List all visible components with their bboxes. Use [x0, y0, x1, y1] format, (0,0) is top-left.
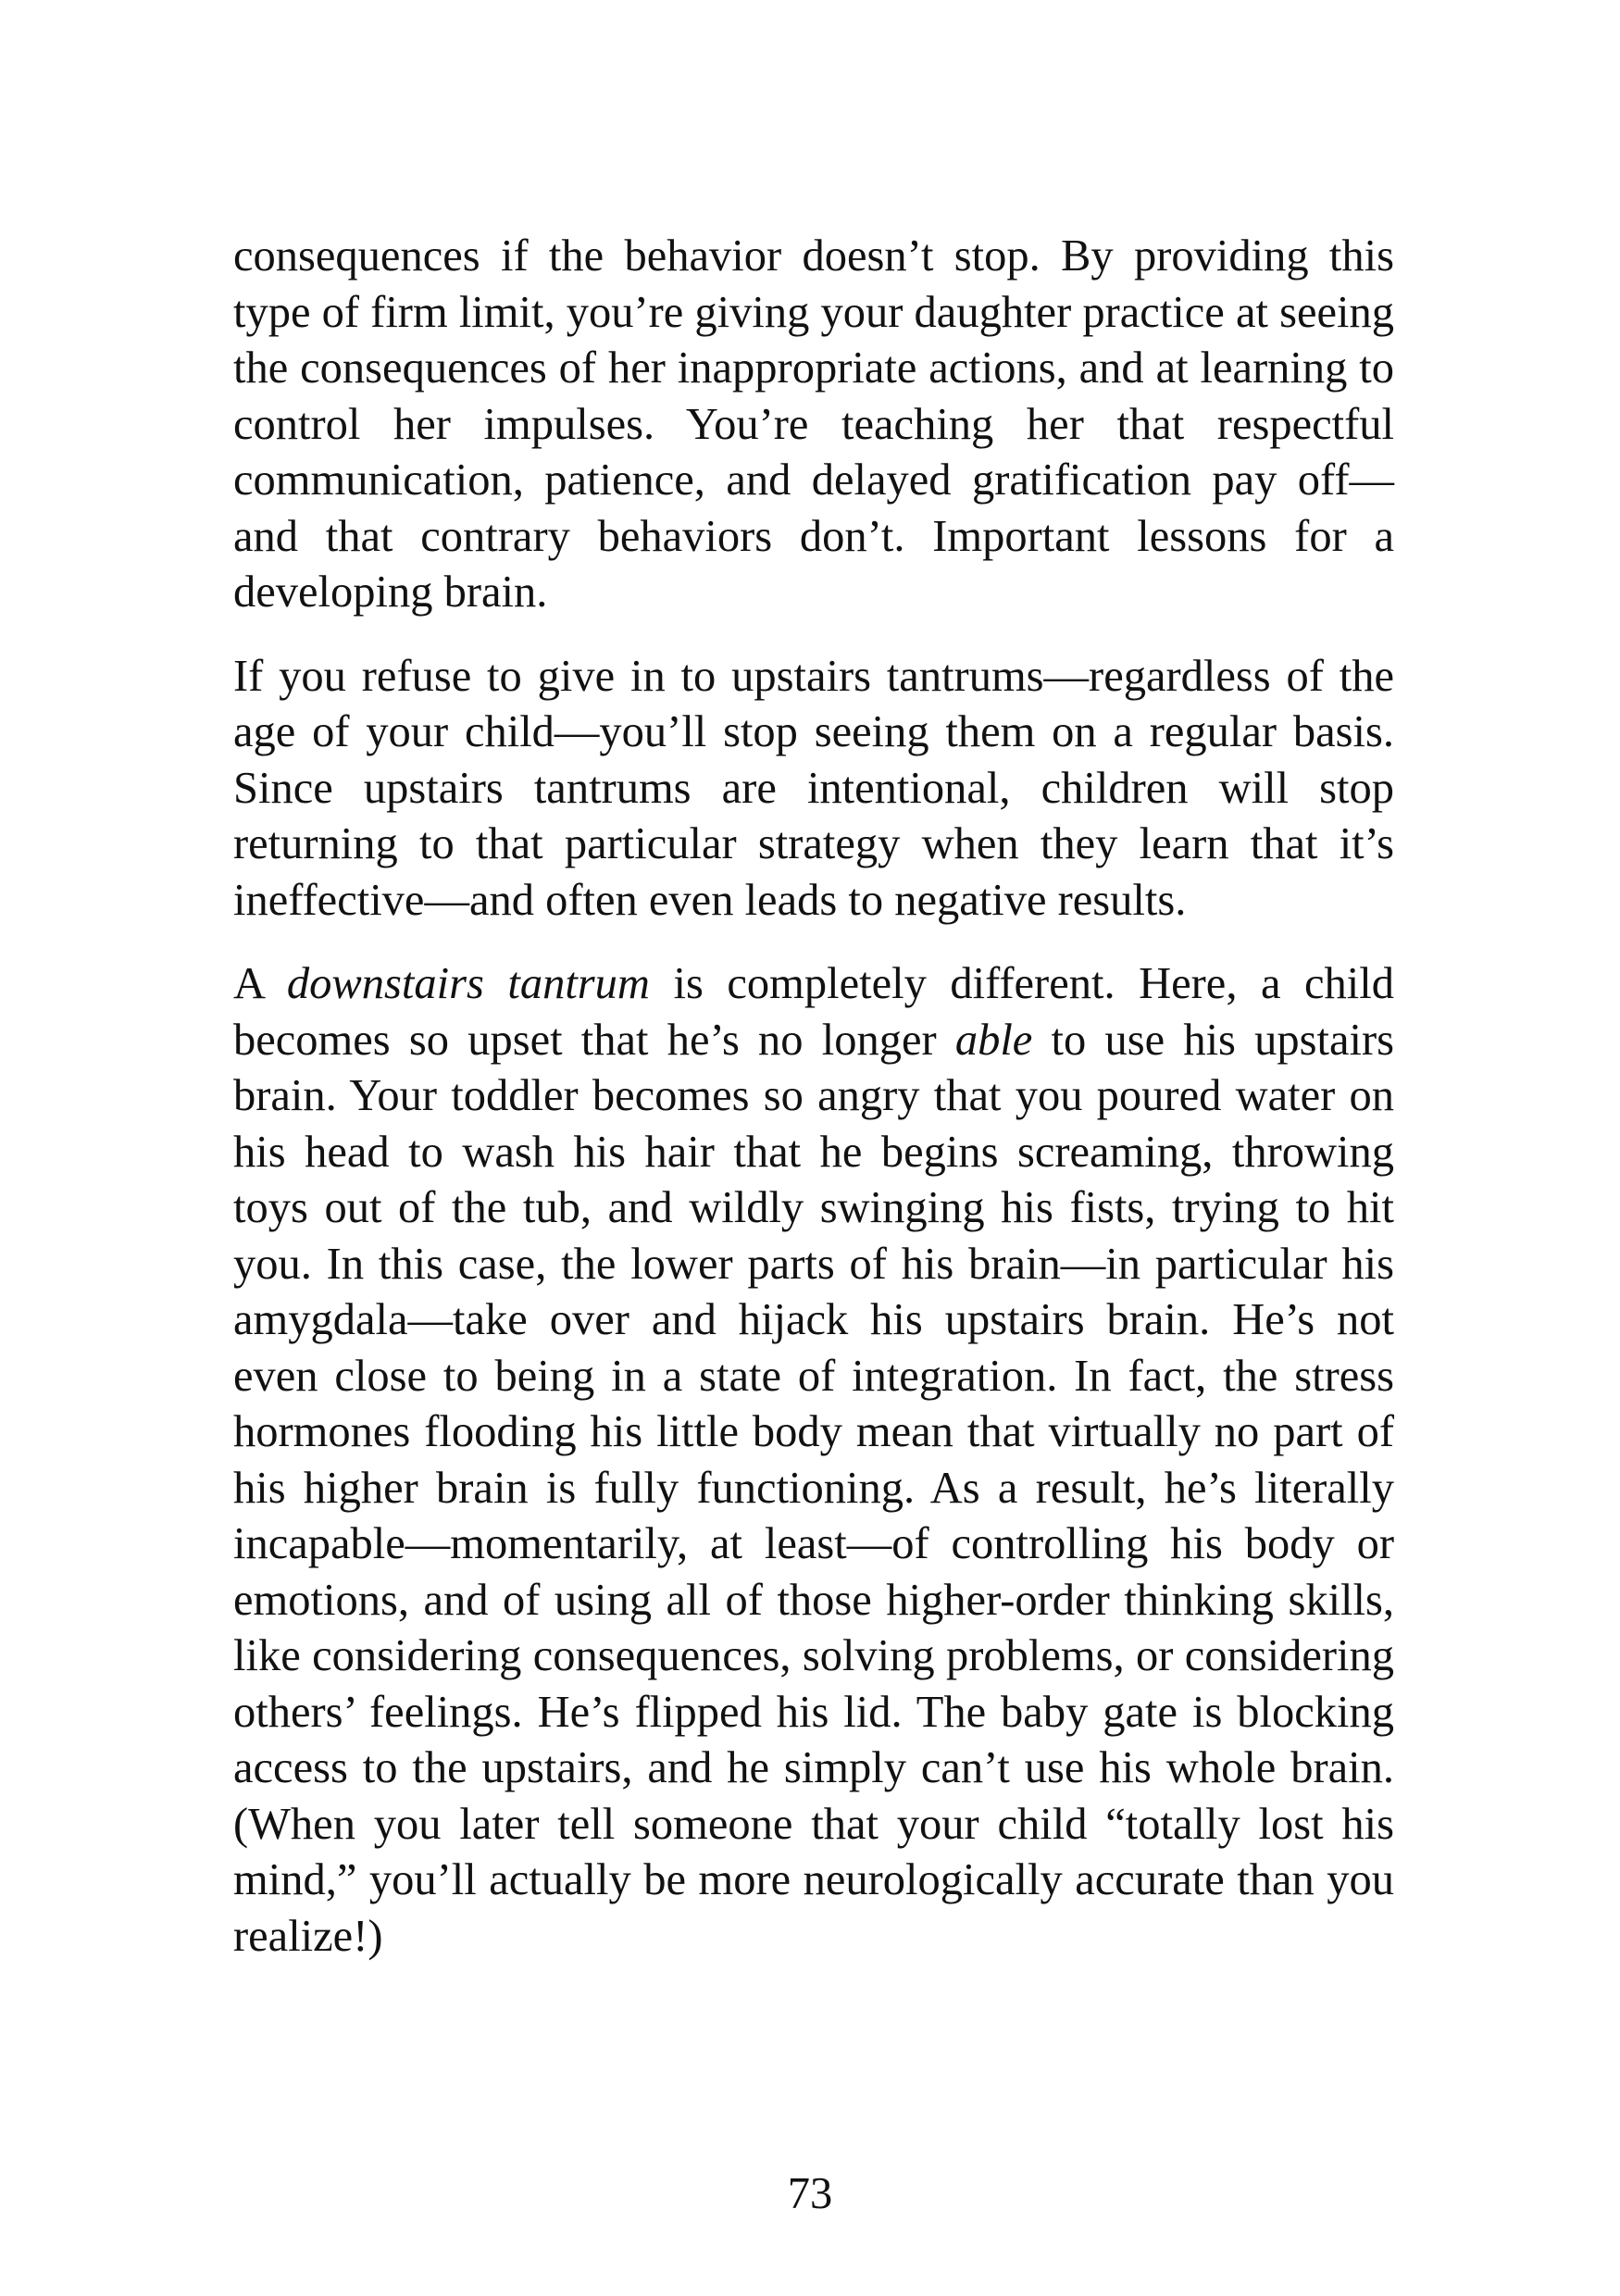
emphasis-able: able	[954, 1015, 1033, 1065]
term-downstairs-tantrum: downstairs tantrum	[286, 959, 650, 1008]
paragraph-3	[233, 956, 1394, 1965]
paragraph-2-text: If you refuse to give in to upstairs tantrums—regardless of the age of your child—you’ll stop seeing them on a regular basis. Since upstairs tantrums are intentional, children will stop returning to that particular strategy when they learn that it’s ineffective—and often even leads to negative results.	[233, 651, 1394, 925]
body-text	[233, 229, 1394, 1992]
paragraph-1-text: consequences if the behavior doesn’t stop. By providing this type of firm limit, you’re giving your daughter practice at seeing the consequences of her inappropriate actions, and at learning to control her impulses. You’re teaching her that respectful communication, patience, and delayed gratification pay off—and that contrary behaviors don’t. Important lessons for a developing brain.	[233, 231, 1394, 617]
page-number: 73	[787, 2169, 833, 2218]
paragraph-3-text-c: to use his upstairs brain. Your toddler becomes so angry that you poured water on his head to wash his hair that he begins screaming, throwing toys out of the tub, and wildly swinging his fists, trying to hit you. In this case, the lower parts of his brain—in particular his amygdala—take over and hijack his upstairs brain. He’s not even close to being in a state of integration. In fact, the stress hormones flooding his little body mean that virtually no part of his higher brain is fully functioning. As a result, he’s literally incapable—momentarily, at least—of controlling his body or emotions, and of using all of those higher-order thinking skills, like considering consequences, solving problems, or considering others’ feelings. He’s flipped his lid. The baby gate is blocking access to the upstairs, and he simply can’t use his whole brain. (When you later tell someone that your child “totally lost his mind,” you’ll actually be more neurologically accurate than you realize!)	[233, 1015, 1394, 1961]
paragraph-3-text-a: A	[233, 959, 287, 1008]
paragraph-1	[233, 229, 1394, 621]
paragraph-2	[233, 649, 1394, 930]
paragraph-3-text-b: is completely different. Here, a child becomes so upset that he’s no longer	[233, 959, 1395, 1065]
